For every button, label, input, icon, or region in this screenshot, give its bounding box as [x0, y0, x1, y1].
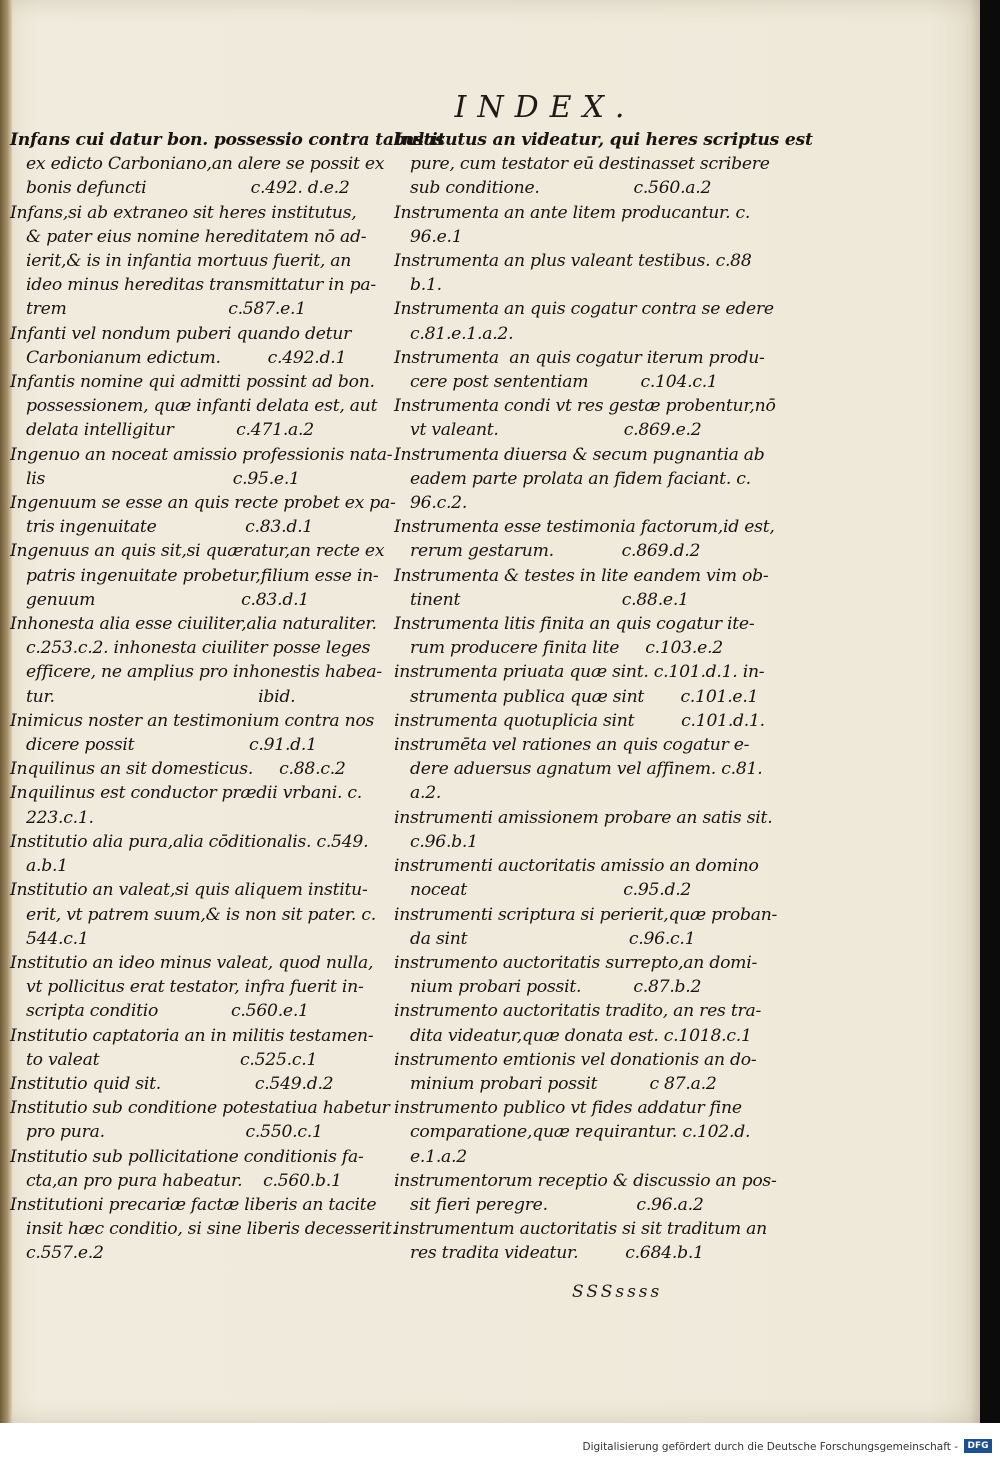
index-entry	[394, 515, 775, 563]
index-entry-headword-line: Infantis nomine qui admitti possint ad bon.	[10, 372, 375, 393]
index-entry-line: a.b.1	[26, 856, 68, 877]
index-entry	[10, 322, 386, 370]
index-entry-line: vt pollicitus erat testator, infra fuerit in-	[26, 977, 364, 998]
index-entry	[10, 370, 386, 443]
index-entry-headword-line: instrumento auctoritatis surrepto,an domi-	[394, 952, 758, 973]
index-entry	[394, 128, 813, 201]
index-entry	[10, 128, 445, 201]
index-entry-line: res tradita videatur. c.684.b.1	[410, 1243, 704, 1264]
index-entry-headword-line: instrumentorum receptio & discussio an pos-	[394, 1170, 777, 1191]
index-entry	[10, 1096, 390, 1144]
index-entry-headword-line: instrumenta priuata quæ sint. c.101.d.1. in-	[394, 662, 765, 683]
index-entry-headword-line: Institutio captatoria an in militis testamen-	[10, 1025, 374, 1046]
index-entry	[394, 709, 765, 733]
index-entry-headword-line: instrumento emtionis vel donationis an do-	[394, 1049, 757, 1070]
index-entry	[394, 733, 763, 806]
index-entry-line: strumenta publica quæ sint c.101.e.1	[410, 686, 759, 707]
index-entry	[10, 1193, 397, 1266]
index-entry-headword-line: instrumenti scriptura si perierit,quæ proban-	[394, 904, 778, 925]
index-entry-headword-line: instrumenta quotuplicia sint c.101.d.1.	[394, 710, 765, 731]
index-entry-headword-line: instrumenti amissionem probare an satis sit.	[394, 807, 773, 828]
index-entry-headword-line: Institutio quid sit. c.549.d.2	[10, 1073, 334, 1094]
index-entry-headword-line: Inquilinus est conductor prædii vrbani. c.	[10, 783, 362, 804]
index-entry-headword-line: Institutio alia pura,alia cōditionalis. c.549.	[10, 831, 369, 852]
index-entry-headword-line: instrumento auctoritatis tradito, an res tra-	[394, 1001, 762, 1022]
index-entry-line: patris ingenuitate probetur,filium esse in-	[26, 565, 379, 586]
index-entry-line: minium probari possit c 87.a.2	[410, 1073, 717, 1094]
index-entry	[10, 830, 386, 878]
index-entry-line: pure, cum testator eū destinasset scribere	[410, 154, 770, 175]
index-entry-line: eadem parte prolata an fidem faciant. c.	[410, 468, 751, 489]
index-entry-headword-line: Institutio sub conditione potestatiua habetur	[10, 1098, 390, 1119]
index-entry-line: da sint c.96.c.1	[410, 928, 696, 949]
index-entry-line: bonis defuncti c.492. d.e.2	[26, 178, 350, 199]
index-entry-line: tur. ibid.	[26, 686, 296, 707]
index-entry-headword-line: Instrumenta an ante litem producantur. c.	[394, 202, 751, 223]
index-entry-line: c.96.b.1	[410, 831, 478, 852]
index-entry	[394, 951, 756, 999]
index-entry	[10, 201, 386, 322]
index-entry-headword-line: instrumēta vel rationes an quis cogatur e-	[394, 735, 750, 756]
dfg-logo: DFG	[964, 1439, 992, 1453]
index-entry-line: sub conditione. c.560.a.2	[410, 178, 712, 199]
index-entry-headword-line: Infanti vel nondum puberi quando detur	[10, 323, 352, 344]
index-entry-headword-line: Instrumenta & testes in lite eandem vim ob-	[394, 565, 769, 586]
index-entry-line: erit, vt patrem suum,& is non sit pater. c.	[26, 904, 376, 925]
index-entry-line: c.557.e.2	[26, 1243, 104, 1264]
index-entry	[10, 1072, 386, 1096]
index-entry	[394, 297, 774, 345]
index-entry	[10, 757, 386, 781]
index-entry-line: 223.c.1.	[26, 807, 94, 828]
index-entry-line: c.253.c.2. inhonesta ciuiliter posse leges	[26, 638, 371, 659]
index-entry-line: delata intelligitur c.471.a.2	[26, 420, 314, 441]
index-entry-headword-line: instrumentum auctoritatis si sit traditum an	[394, 1219, 767, 1240]
index-entry-headword-line: Ingenuus an quis sit,si quæratur,an recte ex	[10, 541, 385, 562]
index-entry	[10, 612, 386, 709]
index-entry-line: insit hæc conditio, si sine liberis decesserit.	[26, 1219, 397, 1240]
index-entry-line: rerum gestarum. c.869.d.2	[410, 541, 701, 562]
index-entry	[394, 660, 765, 708]
index-entry-line: e.1.a.2	[410, 1146, 467, 1167]
index-entry	[394, 1169, 777, 1217]
index-entry-headword-line: Inhonesta alia esse ciuiliter,alia naturaliter.	[10, 614, 377, 635]
index-entry	[394, 564, 769, 612]
index-entry	[394, 903, 778, 951]
index-entry-line: comparatione,quæ requirantur. c.102.d.	[410, 1122, 751, 1143]
index-entry-line: tris ingenuitate c.83.d.1	[26, 517, 313, 538]
index-entry-line: scripta conditio c.560.e.1	[26, 1001, 309, 1022]
index-entry-headword-line: Institutio sub pollicitatione conditionis fa-	[10, 1146, 364, 1167]
index-entry-line: genuum c.83.d.1	[26, 589, 309, 610]
index-entry	[394, 854, 759, 902]
index-entry-headword-line: Instrumenta diuersa & secum pugnantia ab	[394, 444, 765, 465]
index-entry	[10, 539, 386, 612]
index-entry-headword-line: Ingenuum se esse an quis recte probet ex pa-	[10, 493, 396, 514]
index-entry	[394, 249, 756, 297]
index-entry-headword-line: Inimicus noster an testimonium contra nos	[10, 710, 375, 731]
index-entry	[10, 491, 396, 539]
index-entry	[394, 1217, 767, 1265]
index-entry-line: a.2.	[410, 783, 442, 804]
index-entry-headword-line: Institutio an valeat,si quis aliquem institu-	[10, 880, 368, 901]
index-entry-line: dita videatur,quæ donata est. c.1018.c.1	[410, 1025, 752, 1046]
index-entry-line: & pater eius nomine hereditatem nō ad-	[26, 226, 367, 247]
index-entry-line: cta,an pro pura habeatur. c.560.b.1	[26, 1170, 342, 1191]
index-entry	[394, 1048, 756, 1096]
index-entry-headword-line: instrumenti auctoritatis amissio an domino	[394, 856, 759, 877]
index-entry-line: ierit,& is in infantia mortuus fuerit, an	[26, 251, 352, 272]
index-entry-line: sit fieri peregre. c.96.a.2	[410, 1194, 704, 1215]
index-entry-line: dere aduersus agnatum vel affinem. c.81.	[410, 759, 763, 780]
page-header-title: INDEX.	[454, 90, 636, 125]
index-entry-headword-line: Instrumenta an quis cogatur iterum produ-	[394, 347, 765, 368]
index-entry-headword-line: Instrumenta condi vt res gestæ probentur,nō	[394, 396, 776, 417]
index-entry-headword-line: Institutioni precariæ factæ liberis an tacite	[10, 1194, 377, 1215]
index-entry-line: ideo minus hereditas transmittatur in pa-	[26, 275, 376, 296]
index-entry-headword-line: Ingenuo an noceat amissio professionis nata-	[10, 444, 393, 465]
index-entry-line: tinent c.88.e.1	[410, 589, 689, 610]
footer-funding-text: Digitalisierung gefördert durch die Deutsche Forschungsgemeinschaft -	[582, 1441, 958, 1453]
index-entry	[394, 201, 756, 249]
index-entry-line: Carbonianum edictum. c.492.d.1	[26, 347, 347, 368]
index-entry-line: 96.c.2.	[410, 493, 468, 514]
index-entry-line: 544.c.1	[26, 928, 89, 949]
index-entry	[10, 443, 393, 491]
index-entry-line: 96.e.1	[410, 226, 463, 247]
index-entry-line: lis c.95.e.1	[26, 468, 300, 489]
index-entry	[394, 443, 765, 516]
index-entry	[10, 781, 386, 829]
index-entry	[394, 346, 765, 394]
index-entry-headword-line: Instrumenta esse testimonia factorum,id est,	[394, 517, 775, 538]
index-entry-line: possessionem, quæ infanti delata est, aut	[26, 396, 378, 417]
index-entry-headword-line: instrumento publico vt fides addatur fine	[394, 1098, 742, 1119]
index-entry-line: cere post sententiam c.104.c.1	[410, 372, 718, 393]
index-entry-line: dicere possit c.91.d.1	[26, 735, 317, 756]
index-entry-line: pro pura. c.550.c.1	[26, 1122, 323, 1143]
index-entry-headword-line: Instrumenta an plus valeant testibus. c.88	[394, 251, 752, 272]
index-entry-line: noceat c.95.d.2	[410, 880, 692, 901]
index-entry	[394, 999, 762, 1047]
index-entry-headword-line: Inquilinus an sit domesticus. c.88.c.2	[10, 759, 346, 780]
index-entry	[10, 1024, 386, 1072]
signature-catchword: SSSssss	[572, 1282, 663, 1302]
index-entry-line: b.1.	[410, 275, 442, 296]
index-entry-headword-line: Institutio an ideo minus valeat, quod nulla,	[10, 952, 374, 973]
index-entry	[10, 709, 386, 757]
index-entry-line: to valeat c.525.c.1	[26, 1049, 318, 1070]
index-entry-headword-line: Instrumenta an quis cogatur contra se edere	[394, 299, 774, 320]
index-entry	[394, 806, 773, 854]
index-entry-headword-line: Infans,si ab extraneo sit heres institutus,	[10, 202, 357, 223]
index-entry	[394, 612, 756, 660]
index-entry	[10, 878, 386, 951]
index-entry-line: vt valeant. c.869.e.2	[410, 420, 702, 441]
index-entry-line: ex edicto Carboniano,an alere se possit ex	[26, 154, 385, 175]
index-entry	[394, 1096, 756, 1169]
index-entry	[10, 1145, 386, 1193]
index-entry-headword-line: Instrumenta litis finita an quis cogatur ite-	[394, 614, 755, 635]
index-entry-line: c.81.e.1.a.2.	[410, 323, 514, 344]
index-entry-line: efficere, ne amplius pro inhonestis habea-	[26, 662, 382, 683]
index-column-right	[394, 128, 813, 1266]
index-entry-line: nium probari possit. c.87.b.2	[410, 977, 702, 998]
index-entry-headword-line: Institutus an videatur, qui heres scriptus est	[394, 130, 813, 150]
index-entry-line: rum producere finita lite c.103.e.2	[410, 638, 723, 659]
index-entry-line: trem c.587.e.1	[26, 299, 306, 320]
index-entry-headword-line: Infans cui datur bon. possessio contra tabulas	[10, 130, 445, 150]
index-entry	[10, 951, 386, 1024]
footer-bar	[0, 1423, 1000, 1457]
index-entry	[394, 394, 776, 442]
